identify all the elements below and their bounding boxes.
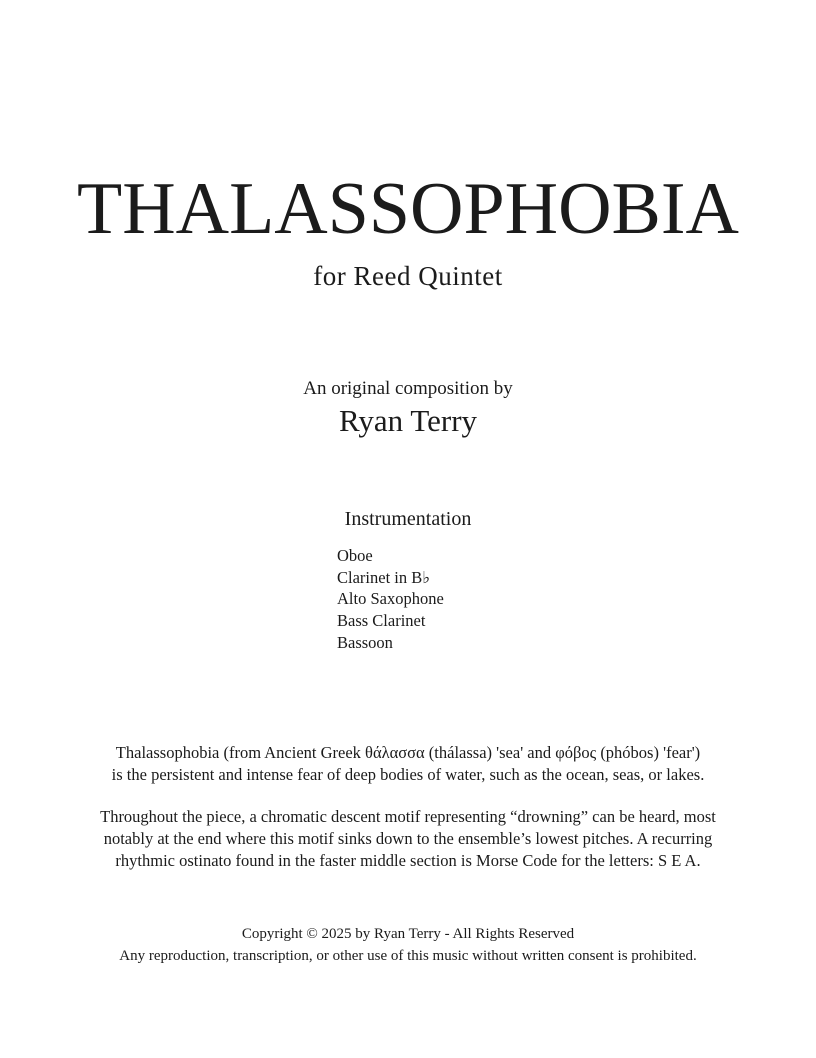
copyright-footer — [0, 923, 816, 967]
reproduction-notice-line: Any reproduction, transcription, or other use of this music without written consent is prohibited. — [119, 948, 697, 964]
program-note-line: rhythmic ostinato found in the faster middle section is Morse Code for the letters: S E A. — [115, 850, 701, 870]
definition-line: is the persistent and intense fear of deep bodies of water, such as the ocean, seas, or lakes. — [111, 764, 705, 784]
byline-label: An original composition by — [303, 378, 513, 399]
page-subtitle: for Reed Quintet — [313, 261, 503, 291]
copyright-line: Copyright © 2025 by Ryan Terry - All Rights Reserved — [241, 926, 575, 942]
instrument-item-clarinet: Clarinet in B♭ — [337, 567, 431, 587]
instrument-item-oboe: Oboe — [337, 546, 373, 565]
page-title: THALASSOPHOBIA — [77, 168, 739, 250]
definition-paragraph — [0, 742, 816, 786]
program-note-paragraph — [0, 806, 816, 871]
instrumentation-list — [337, 545, 444, 654]
program-note-line: Throughout the piece, a chromatic descent motif representing “drowning” can be heard, most — [100, 807, 716, 826]
instrumentation-heading: Instrumentation — [344, 508, 472, 530]
definition-line: Thalassophobia (from Ancient Greek θάλασσα (thálassa) 'sea' and φόβος (phóbos) 'fear') — [115, 743, 701, 762]
composer-name: Ryan Terry — [338, 403, 478, 438]
instrument-item-alto-saxophone: Alto Saxophone — [337, 589, 444, 609]
program-note-line: notably at the end where this motif sinks down to the ensemble’s lowest pitches. A recurring — [103, 828, 713, 848]
instrument-item-bassoon: Bassoon — [337, 632, 393, 652]
instrument-item-bass-clarinet: Bass Clarinet — [337, 611, 426, 631]
